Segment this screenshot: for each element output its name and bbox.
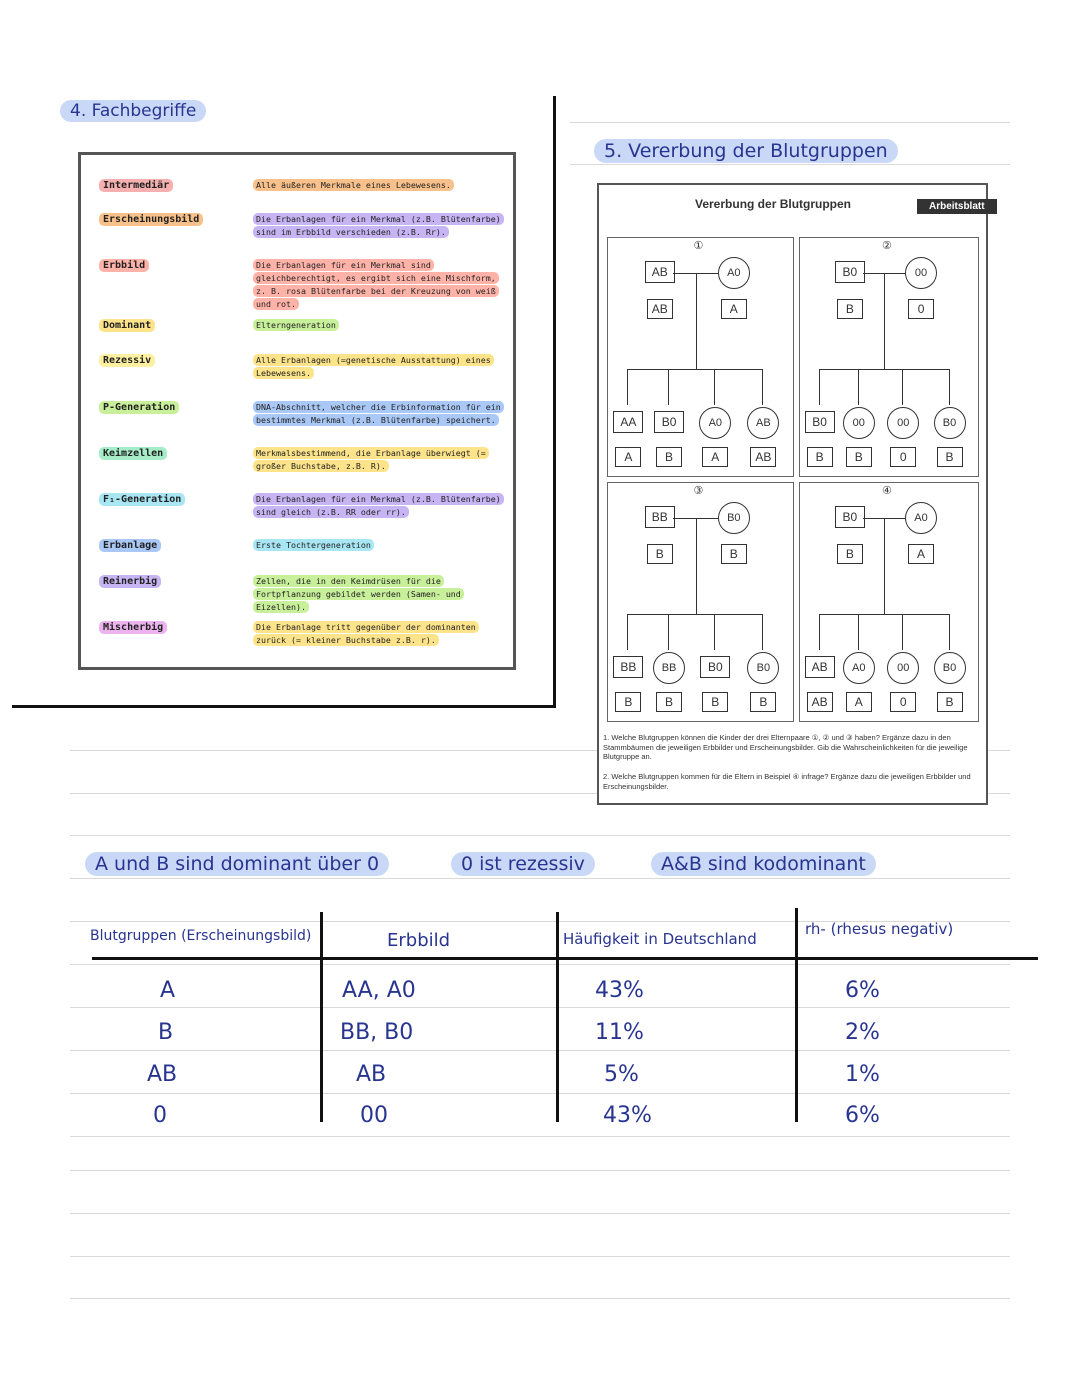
pedigree-line — [819, 369, 949, 370]
term-8: F₁-Generation — [99, 493, 185, 506]
pedigree-line — [819, 614, 820, 650]
child-genotype: A0 — [843, 652, 875, 684]
parent-genotype: B0 — [835, 261, 865, 283]
parent-phenotype: A — [721, 299, 747, 319]
definition-8: Die Erbanlagen für ein Merkmal (z.B. Blütenfarbe) sind gleich (z.B. RR oder rr). — [253, 493, 505, 519]
child-genotype: 00 — [887, 407, 919, 439]
child-genotype: AA — [613, 411, 643, 433]
table-header-frequency: Häufigkeit in Deutschland — [563, 930, 757, 948]
pedigree-line — [627, 614, 762, 615]
pedigree-line — [858, 614, 859, 650]
term-1: Intermediär — [99, 179, 173, 192]
table-header-phenotype: Blutgruppen (Erscheinungsbild) — [90, 928, 312, 944]
child-phenotype: A — [846, 692, 872, 712]
parent-genotype: BB — [645, 506, 675, 528]
child-phenotype: B — [656, 692, 682, 712]
child-genotype: AB — [805, 656, 835, 678]
table-cell: AB — [147, 1062, 178, 1087]
child-genotype: B0 — [747, 652, 779, 684]
child-genotype: B0 — [934, 407, 966, 439]
parent-phenotype: B — [721, 544, 747, 564]
table-cell: A — [160, 978, 176, 1003]
note-dominant: A und B sind dominant über 0 — [85, 852, 389, 876]
note-codominant: A&B sind kodominant — [651, 852, 876, 876]
table-cell: 2% — [845, 1020, 880, 1045]
pedigree-line — [714, 369, 715, 405]
child-phenotype: 0 — [890, 692, 916, 712]
child-genotype: B0 — [700, 656, 730, 678]
parent-genotype: B0 — [718, 502, 750, 534]
term-3: Erbbild — [99, 259, 149, 272]
task-1: 1. Welche Blutgruppen können die Kinder der drei Elternpaare ①, ② und ③ haben? Ergänze dazu in den Stammbäumen die jeweiligen Erbbilder und Erscheinungsbilder. Gib die Wahrscheinlichkeiten für die jeweilige Blutgruppe an. — [603, 733, 968, 761]
pedigree-line — [884, 518, 885, 614]
table-col-line-1 — [320, 912, 323, 1122]
pedigree-line — [762, 614, 763, 650]
parent-phenotype: AB — [647, 299, 673, 319]
definition-1: Alle äußeren Merkmale eines Lebewesens. — [253, 179, 505, 192]
child-genotype: 00 — [887, 652, 919, 684]
term-10: Reinerbig — [99, 575, 161, 588]
child-genotype: AB — [747, 407, 779, 439]
pedigree-number: ① — [693, 240, 704, 252]
table-header-rh-negative: rh- (rhesus negativ) — [805, 920, 954, 938]
child-genotype: BB — [653, 652, 685, 684]
child-genotype: B0 — [805, 411, 835, 433]
parent-genotype: A0 — [905, 502, 937, 534]
child-genotype: BB — [613, 656, 643, 678]
pedigree-line — [696, 518, 697, 614]
definition-11: Die Erbanlage tritt gegenüber der dominanten zurück (= kleiner Buchstabe z.B. r). — [253, 621, 505, 647]
child-genotype: 00 — [843, 407, 875, 439]
table-cell: BB, B0 — [340, 1020, 414, 1045]
note-recessive: 0 ist rezessiv — [451, 852, 595, 876]
pedigree-line — [819, 369, 820, 405]
pedigree-number: ④ — [882, 485, 892, 497]
section4-heading: 4. Fachbegriffe — [60, 100, 206, 122]
table-header-line — [92, 957, 1038, 960]
pedigree-number: ② — [882, 240, 892, 252]
table-cell: B — [158, 1020, 174, 1045]
child-phenotype: B — [937, 692, 963, 712]
parent-phenotype: B — [647, 544, 673, 564]
pedigree-line — [627, 369, 762, 370]
child-genotype: B0 — [654, 411, 684, 433]
term-9: Erbanlage — [99, 539, 161, 552]
worksheet-title: Vererbung der Blutgruppen — [695, 197, 852, 211]
pedigree-line — [668, 369, 669, 405]
parent-genotype: B0 — [835, 506, 865, 528]
definition-10: Zellen, die in den Keimdrüsen für die Fortpflanzung gebildet werden (Samen- und Eizellen). — [253, 575, 505, 614]
child-phenotype: AB — [750, 447, 776, 467]
child-phenotype: AB — [807, 692, 833, 712]
pedigree-line — [762, 369, 763, 405]
table-cell: 6% — [845, 978, 880, 1003]
table-cell: 00 — [360, 1103, 388, 1128]
pedigree-line — [949, 369, 950, 405]
child-phenotype: B — [615, 692, 641, 712]
definition-3: Die Erbanlagen für ein Merkmal sind gleichberechtigt, es ergibt sich eine Mischform, z. B. rosa Blütenfarbe bei der Kreuzung von weiß und rot. — [253, 259, 505, 311]
terms-worksheet — [78, 152, 516, 670]
pedigree-number: ③ — [693, 485, 704, 497]
vertical-divider — [553, 96, 556, 708]
pedigree-line — [627, 369, 628, 405]
pedigree-line — [819, 614, 949, 615]
parent-phenotype: B — [837, 299, 863, 319]
pedigree-line — [858, 369, 859, 405]
term-2: Erscheinungsbild — [99, 213, 203, 226]
table-cell: 1% — [845, 1062, 880, 1087]
definition-2: Die Erbanlagen für ein Merkmal (z.B. Blütenfarbe) sind im Erbbild verschieden (z.B. Rr). — [253, 213, 505, 239]
child-phenotype: B — [656, 447, 682, 467]
horizontal-divider — [12, 705, 556, 708]
table-cell: AB — [356, 1062, 387, 1087]
definition-7: Merkmalsbestimmend, die Erbanlage überwiegt (= großer Buchstabe, z.B. R). — [253, 447, 505, 473]
child-phenotype: B — [750, 692, 776, 712]
table-cell: 11% — [595, 1020, 644, 1045]
child-phenotype: B — [846, 447, 872, 467]
pedigree-line — [902, 614, 903, 650]
child-phenotype: 0 — [890, 447, 916, 467]
child-genotype: B0 — [934, 652, 966, 684]
parent-genotype: AB — [645, 261, 675, 283]
worksheet-badge: Arbeitsblatt — [917, 199, 997, 214]
term-4: Dominant — [99, 319, 155, 332]
term-7: Keimzellen — [99, 447, 167, 460]
child-phenotype: A — [702, 447, 728, 467]
definition-4: Elterngeneration — [253, 319, 505, 332]
table-cell: 0 — [153, 1103, 167, 1128]
definition-9: Erste Tochtergeneration — [253, 539, 505, 552]
term-11: Mischerbig — [99, 621, 167, 634]
term-5: Rezessiv — [99, 354, 155, 367]
child-phenotype: A — [615, 447, 641, 467]
table-col-line-2 — [556, 912, 559, 1122]
table-cell: 43% — [595, 978, 644, 1003]
parent-phenotype: B — [837, 544, 863, 564]
parent-genotype: A0 — [718, 257, 750, 289]
table-cell: 6% — [845, 1103, 880, 1128]
table-cell: AA, A0 — [342, 978, 416, 1003]
child-phenotype: B — [807, 447, 833, 467]
parent-phenotype: A — [908, 544, 934, 564]
child-genotype: A0 — [699, 407, 731, 439]
section5-heading: 5. Vererbung der Blutgruppen — [594, 139, 898, 163]
table-cell: 43% — [603, 1103, 652, 1128]
pedigree-line — [696, 273, 697, 369]
pedigree-line — [902, 369, 903, 405]
pedigree-line — [627, 614, 628, 650]
pedigree-line — [884, 273, 885, 369]
definition-6: DNA-Abschnitt, welcher die Erbinformation für ein bestimmtes Merkmal (z.B. Blütenfarbe) speichert. — [253, 401, 505, 427]
table-cell: 5% — [604, 1062, 639, 1087]
child-phenotype: B — [937, 447, 963, 467]
task-2: 2. Welche Blutgruppen kommen für die Eltern in Beispiel ④ infrage? Ergänze dazu die jeweiligen Erbbilder und Erscheinungsbilder. — [603, 772, 971, 791]
child-phenotype: B — [702, 692, 728, 712]
blood-group-worksheet — [597, 183, 988, 805]
parent-phenotype: 0 — [908, 299, 934, 319]
pedigree-line — [949, 614, 950, 650]
pedigree-line — [668, 614, 669, 650]
table-header-genotype: Erbbild — [387, 930, 451, 951]
table-col-line-3 — [795, 908, 798, 1122]
pedigree-line — [714, 614, 715, 650]
parent-genotype: 00 — [905, 257, 937, 289]
term-6: P-Generation — [99, 401, 179, 414]
definition-5: Alle Erbanlagen (=genetische Ausstattung) eines Lebewesens. — [253, 354, 505, 380]
